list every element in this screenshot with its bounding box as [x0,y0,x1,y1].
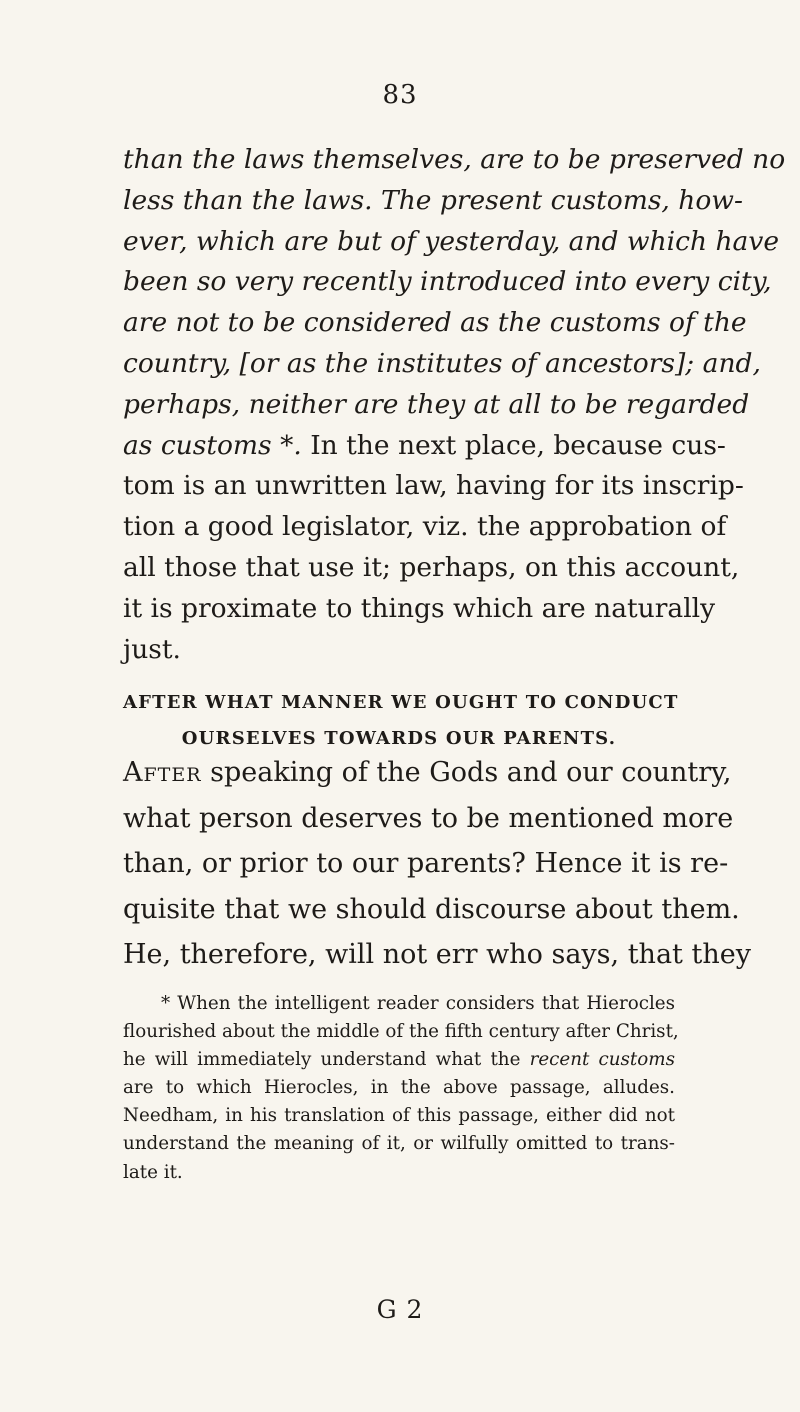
footnote-line: flourished about the middle of the fifth century after Christ, [123,1021,679,1043]
text-line: than, or prior to our parents? Hence it is re- [123,848,729,879]
footnote-line: * When the intelligent reader considers that Hierocles [161,993,675,1014]
section-heading [123,685,679,757]
heading-line: AFTER WHAT MANNER WE OUGHT TO CONDUCT [123,692,679,713]
text-line: quisite that we should discourse about them. [123,893,740,925]
passage-customs [123,140,786,670]
page-number: 83 [382,80,418,110]
footnote-line: late it. [123,1161,183,1183]
text-line: tom is an unwritten law, having for its inscrip- [123,470,744,502]
text-line: what person deserves to be mentioned more [123,802,734,834]
footnote-line: he will immediately understand what the recent customs [123,1049,675,1071]
text-line: less than the laws. The present customs, how- [123,184,743,216]
text-line: He, therefore, will not err who says, that they [123,939,751,970]
text-line: are not to be considered as the customs of the [123,307,747,339]
text-line: all those that use it; perhaps, on this account, [123,551,740,583]
text-line: than the laws themselves, are to be preserved no [123,144,786,175]
footnote-line: Needham, in his translation of this passage, either did not [123,1105,675,1127]
signature-mark: G 2 [376,1295,424,1324]
text-line: as customs *. In the next place, because cus- [123,429,726,461]
footnote [123,990,679,1187]
text-line: ever, which are but of yesterday, and which have [123,225,780,257]
text-line: country, [or as the institutes of ancestors]; and, [123,347,761,379]
text-line: tion a good legislator, viz. the approbation of [123,511,727,543]
heading-line: OURSELVES TOWARDS OUR PARENTS. [181,728,617,749]
text-line: perhaps, neither are they at all to be regarded [123,388,750,420]
opening-word: After [123,757,202,788]
footnote-line: understand the meaning of it, or wilfully omitted to trans- [123,1133,675,1155]
text-line: just. [123,633,181,665]
text-line: been so very recently introduced into every city, [123,266,772,298]
text-line: it is proximate to things which are naturally [123,592,716,624]
passage-parents [123,750,751,978]
footnote-line: are to which Hierocles, in the above passage, alludes. [123,1077,675,1099]
text-line: After speaking of the Gods and our country, [123,757,732,788]
